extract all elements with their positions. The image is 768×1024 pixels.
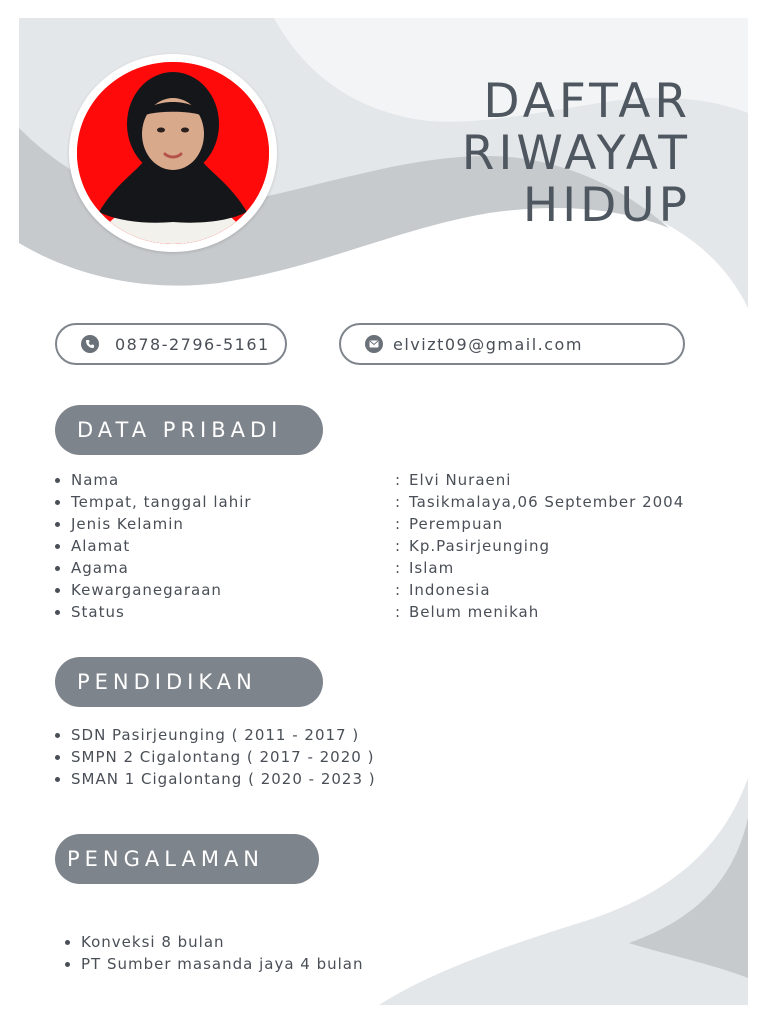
title-line-2: RIWAYAT [461,126,691,181]
list-item: Kewarganegaraan : Indonesia [55,579,715,601]
list-item: SDN Pasirjeunging ( 2011 - 2017 ) [55,724,455,746]
section-header-experience: PENGALAMAN [55,834,319,884]
phone-pill [55,323,287,365]
list-item: Tempat, tanggal lahir : Tasikmalaya,06 September 2004 [55,491,715,513]
education-list [55,724,455,790]
list-item: Konveksi 8 bulan [65,931,465,953]
list-item: Nama : Elvi Nuraeni [55,469,715,491]
cv-page [19,18,748,1005]
profile-photo-frame [69,54,277,252]
email-pill [339,323,685,365]
phone-number: 0878-2796-5161 [115,334,270,354]
title-line-1: DAFTAR [483,74,691,129]
personal-data-list [55,469,715,623]
list-item: SMAN 1 Cigalontang ( 2020 - 2023 ) [55,768,455,790]
section-header-education: PENDIDIKAN [55,657,323,707]
title-line-3: HIDUP [522,178,691,233]
list-item: SMPN 2 Cigalontang ( 2017 - 2020 ) [55,746,455,768]
profile-photo [77,62,269,244]
list-item: Alamat : Kp.Pasirjeunging [55,535,715,557]
experience-list [65,931,465,975]
mail-icon [365,335,383,353]
list-item: PT Sumber masanda jaya 4 bulan [65,953,465,975]
cv-title [462,76,691,232]
list-item: Status : Belum menikah [55,601,715,623]
portrait-illustration [77,62,269,244]
phone-icon [81,335,99,353]
list-item: Jenis Kelamin : Perempuan [55,513,715,535]
list-item: Agama : Islam [55,557,715,579]
email-address: elvizt09@gmail.com [393,334,583,354]
section-header-personal: DATA PRIBADI [55,405,323,455]
